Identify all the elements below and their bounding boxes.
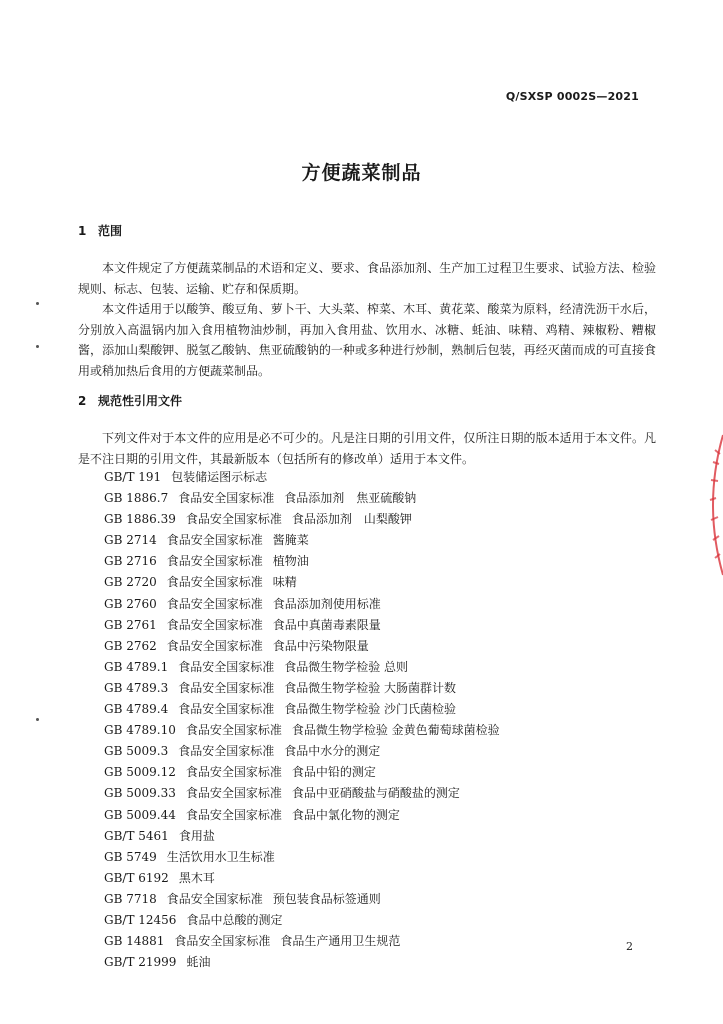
reference-item: GB 4789.3 食品安全国家标准 食品微生物学检验 大肠菌群计数 xyxy=(104,680,457,695)
reference-item: GB 1886.39 食品安全国家标准 食品添加剂 山梨酸钾 xyxy=(104,512,412,527)
reference-item: GB 2714 食品安全国家标准 酱腌菜 xyxy=(104,533,309,548)
reference-item: GB 5009.12 食品安全国家标准 食品中铅的测定 xyxy=(104,765,376,780)
section-2-paragraph-1: 下列文件对于本文件的应用是必不可少的。凡是注日期的引用文件，仅所注日期的版本适用于本文件。凡是不注日期的引用文件，其最新版本（包括所有的修改单）适用于本文件。 xyxy=(78,431,656,466)
reference-item: GB 4789.10 食品安全国家标准 食品微生物学检验 金黄色葡萄球菌检验 xyxy=(104,723,500,738)
section-number: 2 xyxy=(78,394,87,408)
reference-item: GB 5749 生活饮用水卫生标准 xyxy=(104,849,275,864)
reference-item: GB 2760 食品安全国家标准 食品添加剂使用标准 xyxy=(104,596,381,611)
standard-code: Q/SXSP 0002S—2021 xyxy=(505,90,639,103)
reference-item: GB 4789.1 食品安全国家标准 食品微生物学检验 总则 xyxy=(104,659,409,674)
partial-seal-stamp xyxy=(701,430,723,580)
reference-item: GB 7718 食品安全国家标准 预包装食品标签通则 xyxy=(104,891,381,906)
scan-speck xyxy=(36,718,39,721)
page-number: 2 xyxy=(626,940,633,953)
reference-item: GB/T 12456 食品中总酸的测定 xyxy=(104,912,283,927)
section-number: 1 xyxy=(78,224,87,238)
reference-item: GB 4789.4 食品安全国家标准 食品微生物学检验 沙门氏菌检验 xyxy=(104,702,457,717)
section-title: 范围 xyxy=(98,224,123,238)
reference-item: GB 2720 食品安全国家标准 味精 xyxy=(104,575,297,590)
reference-item: GB/T 6192 黑木耳 xyxy=(104,870,215,885)
reference-item: GB 2716 食品安全国家标准 植物油 xyxy=(104,554,309,569)
reference-list xyxy=(104,467,500,973)
reference-item: GB 14881 食品安全国家标准 食品生产通用卫生规范 xyxy=(104,934,401,949)
document-title: 方便蔬菜制品 xyxy=(301,162,422,184)
reference-item: GB 5009.44 食品安全国家标准 食品中氯化物的测定 xyxy=(104,807,400,822)
reference-item: GB 2761 食品安全国家标准 食品中真菌毒素限量 xyxy=(104,617,381,632)
section-1-paragraph-1: 本文件规定了方便蔬菜制品的术语和定义、要求、食品添加剂、生产加工过程卫生要求、试验方法、检验规则、标志、包装、运输、贮存和保质期。 xyxy=(78,261,656,296)
reference-item: GB/T 191 包装储运图示标志 xyxy=(104,470,268,484)
scan-speck xyxy=(36,345,39,348)
reference-item: GB 2762 食品安全国家标准 食品中污染物限量 xyxy=(104,638,369,653)
section-1-paragraph-2: 本文件适用于以酸笋、酸豆角、萝卜干、大头菜、榨菜、木耳、黄花菜、酸菜为原料，经清洗沥干水后，分别放入高温锅内加入食用植物油炒制，再加入食用盐、饮用水、冰糖、蚝油、味精、鸡精、辣椒粉、糟椒酱，添加山梨酸钾、脱氢乙酸钠、焦亚硫酸钠的一种或多种进行炒制，熟制后包装，再经灭菌而成的可直接食用或稍加热后食用的方便蔬菜制品。 xyxy=(78,302,656,378)
section-2-heading xyxy=(78,392,182,409)
reference-item: GB 5009.33 食品安全国家标准 食品中亚硝酸盐与硝酸盐的测定 xyxy=(104,786,460,801)
scan-speck xyxy=(36,302,39,305)
section-1-heading xyxy=(78,222,122,239)
reference-item: GB 5009.3 食品安全国家标准 食品中水分的测定 xyxy=(104,744,381,759)
reference-item: GB/T 5461 食用盐 xyxy=(104,828,215,843)
reference-item: GB 1886.7 食品安全国家标准 食品添加剂 焦亚硫酸钠 xyxy=(104,491,417,506)
reference-item: GB/T 21999 蚝油 xyxy=(104,955,211,970)
section-title: 规范性引用文件 xyxy=(98,394,183,408)
